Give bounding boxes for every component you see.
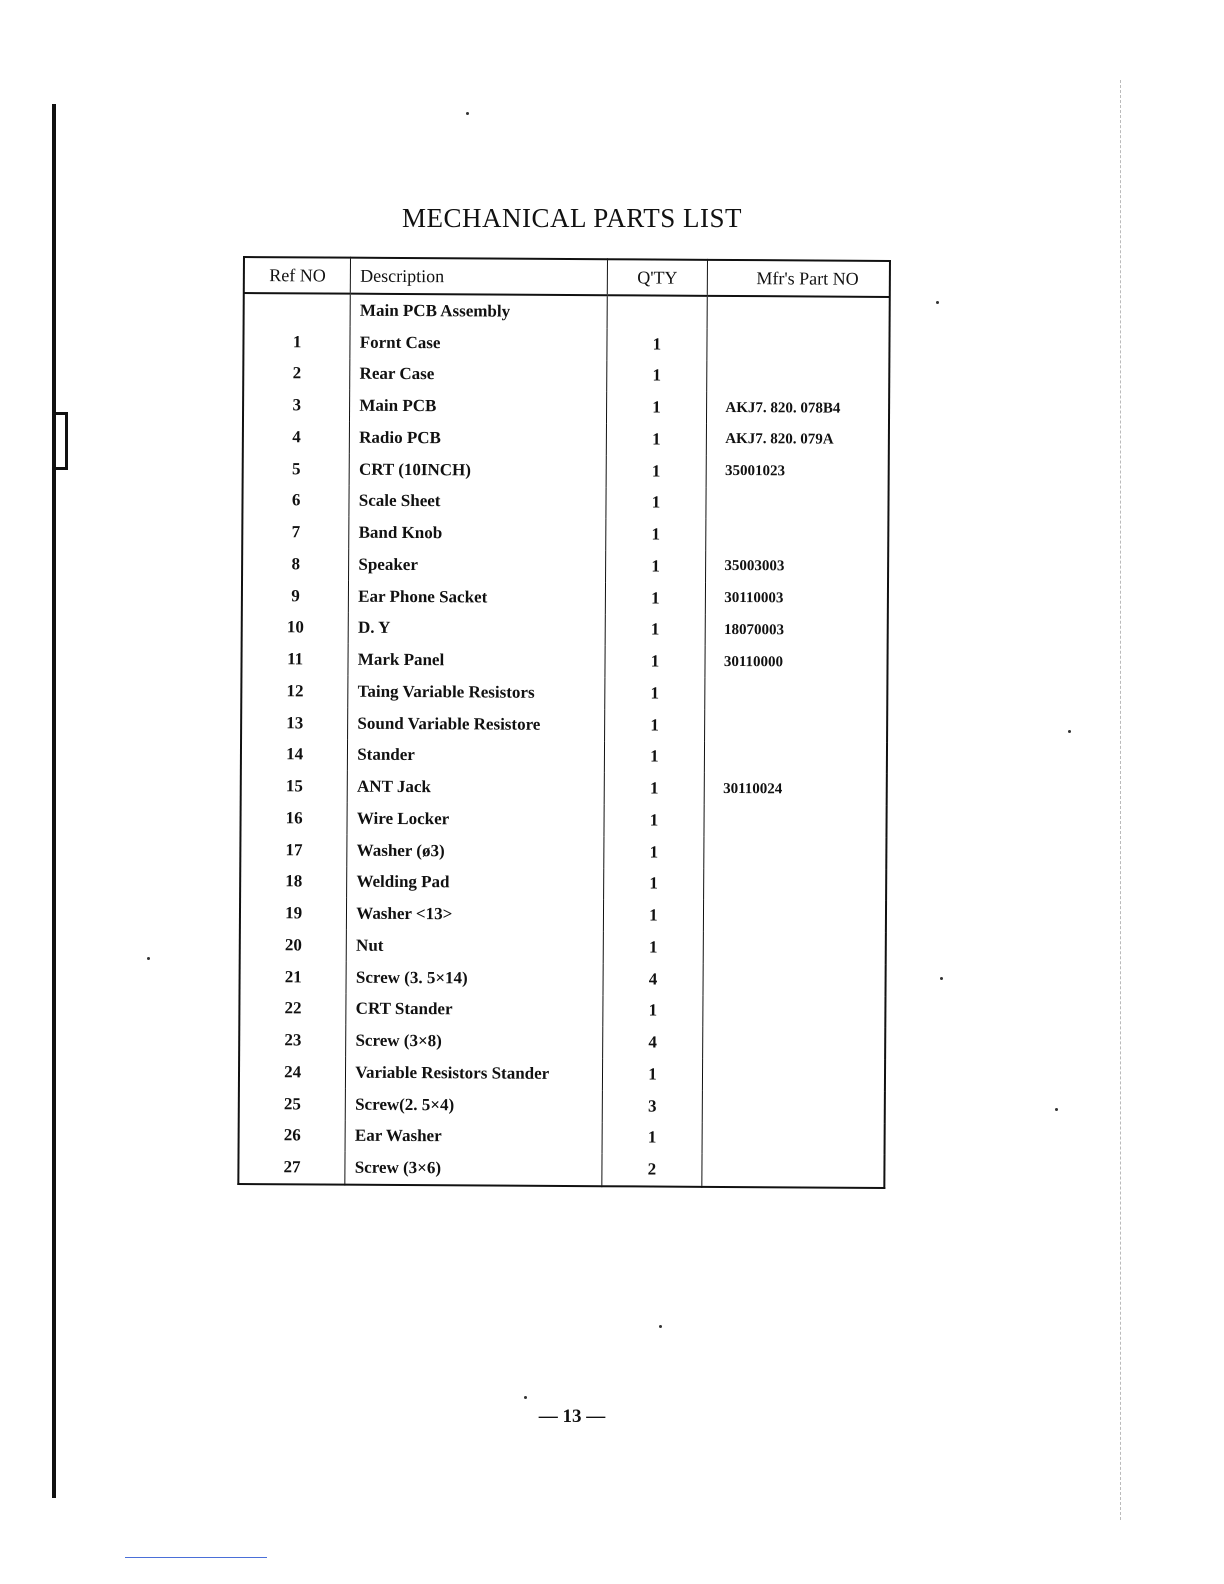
cell-description: Speaker: [349, 549, 606, 582]
cell-mfr-part-no: 30110024: [723, 780, 783, 797]
cell-description: Main PCB: [350, 390, 607, 423]
table-row: [240, 865, 886, 901]
cell-mfr-part-no: [707, 329, 889, 362]
table-row: [242, 611, 888, 647]
scan-speck: [940, 977, 943, 980]
table-row: [240, 897, 886, 933]
binding-edge-clip: [56, 412, 68, 470]
cell-mfr-part-no: AKJ7. 820. 078B4: [725, 399, 841, 417]
cell-description: Scale Sheet: [349, 485, 606, 518]
table-row: [243, 358, 889, 394]
cell-ref-no: 13: [241, 707, 348, 739]
table-row: [241, 643, 887, 679]
cell-ref-no: 26: [239, 1119, 346, 1151]
cell-ref-no: 18: [240, 865, 347, 897]
cell-description: ANT Jack: [347, 771, 604, 804]
header-description: Description: [351, 258, 608, 296]
cell-qty: 1: [604, 677, 705, 709]
cell-description: Taing Variable Resistors: [348, 676, 605, 709]
scan-speck: [1055, 1108, 1058, 1111]
cell-qty: 1: [605, 518, 706, 550]
scan-edge-artifact: [1120, 80, 1121, 1520]
cell-qty: 1: [606, 360, 707, 392]
scan-speck: [524, 1396, 527, 1399]
table-header-row: [244, 257, 890, 297]
cell-mfr-part-no: 30110003: [724, 590, 784, 607]
cell-description: Main PCB Assembly: [350, 294, 607, 328]
cell-mfr-part-no: [704, 900, 886, 933]
table-row: [242, 516, 888, 552]
cell-qty: 1: [606, 487, 707, 519]
table-row: [243, 389, 889, 425]
table-body: [238, 293, 889, 1188]
cell-description: Nut: [346, 930, 603, 963]
table-row: [239, 1024, 885, 1060]
table-row: [242, 580, 888, 616]
cell-ref-no: 10: [242, 611, 349, 643]
cell-mfr-part-no: [705, 741, 887, 774]
cell-mfr-part-no: [704, 805, 886, 838]
cell-qty: 4: [602, 1026, 703, 1058]
cell-ref-no: 4: [243, 421, 350, 453]
cell-qty: 1: [605, 614, 706, 646]
cell-mfr-part-no: 18070003: [724, 621, 785, 639]
cell-ref-no: 20: [240, 929, 347, 961]
cell-description: Radio PCB: [350, 422, 607, 455]
table-row: [241, 675, 887, 711]
cell-ref-no: 6: [242, 485, 349, 517]
cell-mfr-part-no: [706, 519, 888, 552]
table-row: [241, 738, 887, 774]
cell-ref-no: 1: [243, 326, 350, 358]
table-row: [240, 961, 886, 997]
cell-ref-no: 19: [240, 897, 347, 929]
cell-mfr-part-no: [702, 1122, 884, 1155]
parts-table: [237, 256, 891, 1189]
table-row: [239, 1056, 885, 1092]
table-row: [243, 421, 889, 457]
header-ref-no: Ref NO: [244, 257, 351, 294]
scan-speck: [466, 112, 469, 115]
table-row: [239, 992, 885, 1028]
cell-mfr-part-no: [704, 837, 886, 870]
header-mfr-part-no: Mfr's Part NO: [708, 260, 890, 297]
cell-description: Screw (3×6): [345, 1152, 602, 1186]
table-row: [243, 453, 889, 489]
table-row: [240, 834, 886, 870]
cell-ref-no: 14: [241, 738, 348, 770]
cell-qty: 1: [605, 582, 706, 614]
cell-ref-no: 23: [239, 1024, 346, 1056]
cell-mfr-part-no: 35003003: [724, 558, 785, 575]
cell-qty: 1: [606, 391, 707, 423]
table-row: [242, 485, 888, 521]
cell-mfr-part-no: 30110000: [723, 653, 784, 670]
cell-description: D. Y: [348, 612, 605, 645]
cell-ref-no: 17: [240, 834, 347, 866]
cell-description: Band Knob: [349, 517, 606, 550]
cell-qty: [607, 295, 708, 328]
cell-mfr-part-no: [703, 995, 885, 1028]
table-row: [242, 548, 888, 584]
cell-description: Fornt Case: [350, 326, 607, 359]
cell-mfr-part-no: [705, 678, 887, 711]
cell-mfr-part-no: [705, 710, 887, 743]
scan-speck: [659, 1325, 662, 1328]
cell-ref-no: 5: [243, 453, 350, 485]
cell-mfr-part-no: [707, 296, 889, 330]
cell-qty: 1: [605, 550, 706, 582]
table-row: [239, 1119, 885, 1155]
cell-mfr-part-no: [703, 964, 885, 997]
cell-description: Rear Case: [350, 358, 607, 391]
scan-speck: [936, 301, 939, 304]
cell-qty: 4: [603, 963, 704, 995]
cell-mfr-part-no: [706, 487, 888, 520]
cell-ref-no: [244, 293, 351, 326]
cell-ref-no: 12: [241, 675, 348, 707]
cell-qty: 2: [601, 1153, 702, 1186]
page-title: MECHANICAL PARTS LIST: [402, 203, 742, 233]
cell-description: Welding Pad: [347, 866, 604, 899]
cell-description: Mark Panel: [348, 644, 605, 677]
scan-speck: [147, 957, 150, 960]
cell-description: Washer <13>: [347, 898, 604, 931]
scan-speck: [1068, 730, 1071, 733]
cell-description: Washer (ø3): [347, 834, 604, 867]
cell-mfr-part-no: [703, 1059, 885, 1092]
cell-ref-no: 27: [238, 1151, 345, 1184]
table-row: [240, 802, 886, 838]
cell-mfr-part-no: AKJ7. 820. 079A: [725, 431, 834, 448]
scan-footer-line: [125, 1557, 267, 1558]
cell-description: CRT Stander: [346, 993, 603, 1026]
cell-description: Wire Locker: [347, 803, 604, 836]
cell-qty: 1: [606, 455, 707, 487]
cell-ref-no: 24: [239, 1056, 346, 1088]
cell-qty: 1: [606, 423, 707, 455]
cell-qty: 1: [604, 709, 705, 741]
cell-description: Stander: [348, 739, 605, 772]
cell-qty: 1: [602, 995, 703, 1027]
cell-ref-no: 9: [242, 580, 349, 612]
cell-ref-no: 3: [243, 389, 350, 421]
cell-description: Ear Washer: [345, 1120, 602, 1153]
cell-mfr-part-no: [707, 360, 889, 393]
cell-mfr-part-no: [704, 868, 886, 901]
cell-qty: 1: [605, 645, 706, 677]
cell-qty: 1: [603, 899, 704, 931]
cell-mfr-part-no: [703, 1027, 885, 1060]
page-number: — 13 —: [538, 1406, 606, 1427]
table-row: [244, 293, 890, 330]
cell-qty: 1: [603, 836, 704, 868]
table-row: [241, 770, 887, 806]
cell-qty: 1: [604, 804, 705, 836]
cell-ref-no: 21: [240, 961, 347, 993]
cell-description: Screw (3. 5×14): [346, 961, 603, 994]
cell-ref-no: 11: [241, 643, 348, 675]
cell-mfr-part-no: [703, 1091, 885, 1124]
table-row: [240, 929, 886, 965]
cell-qty: 1: [603, 931, 704, 963]
cell-mfr-part-no: [704, 932, 886, 965]
cell-ref-no: 2: [243, 358, 350, 390]
cell-ref-no: 25: [239, 1088, 346, 1120]
cell-ref-no: 22: [239, 992, 346, 1024]
cell-mfr-part-no: 35001023: [724, 463, 786, 480]
table-row: [241, 707, 887, 743]
table-row: [238, 1151, 884, 1188]
header-qty: Q'TY: [607, 259, 708, 296]
cell-ref-no: 15: [241, 770, 348, 802]
cell-ref-no: 7: [242, 516, 349, 548]
cell-mfr-part-no: [702, 1154, 884, 1188]
cell-qty: 1: [602, 1058, 703, 1090]
cell-description: Screw (3×8): [346, 1025, 603, 1058]
table-row: [243, 326, 889, 362]
cell-description: Variable Resistors Stander: [346, 1057, 603, 1090]
cell-description: Ear Phone Sacket: [349, 580, 606, 613]
cell-qty: 1: [604, 741, 705, 773]
cell-ref-no: 8: [242, 548, 349, 580]
cell-qty: 3: [602, 1090, 703, 1122]
cell-qty: 1: [602, 1122, 703, 1154]
cell-qty: 1: [604, 772, 705, 804]
binding-edge-rule: [52, 104, 56, 1498]
cell-description: Sound Variable Resistore: [348, 707, 605, 740]
table-row: [239, 1088, 885, 1124]
cell-description: Screw(2. 5×4): [346, 1088, 603, 1121]
cell-qty: 1: [603, 868, 704, 900]
cell-description: CRT (10INCH): [349, 453, 606, 486]
cell-qty: 1: [606, 328, 707, 360]
cell-ref-no: 16: [240, 802, 347, 834]
